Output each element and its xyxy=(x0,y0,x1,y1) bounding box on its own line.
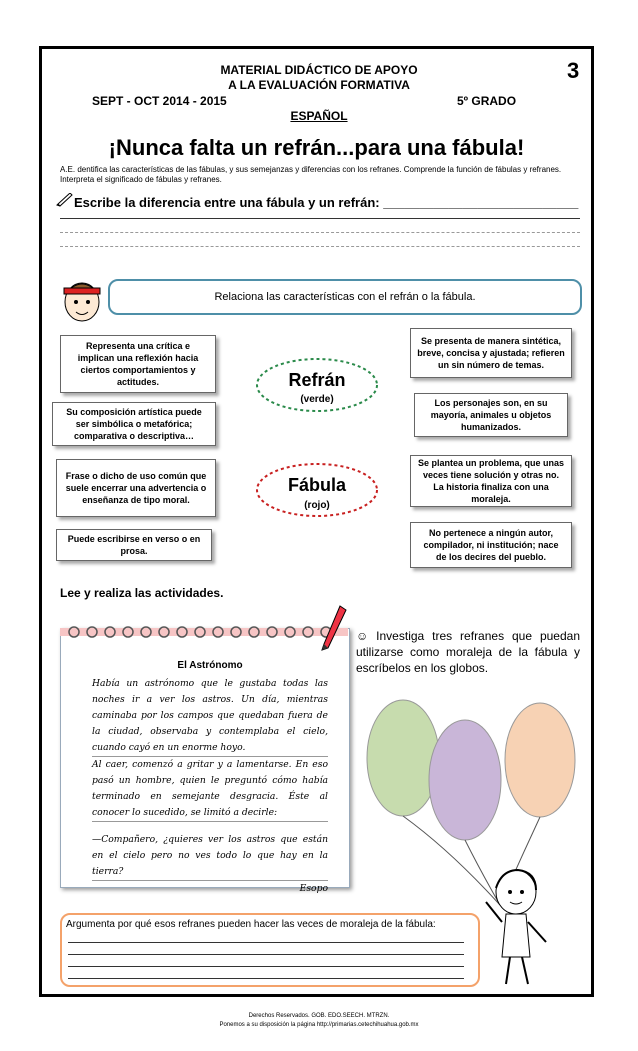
activity-text: ☺ Investiga tres refranes que puedan utilizarse como moraleja de la fábula y escríbelos en los globos. xyxy=(356,629,580,675)
refran-label: Refrán xyxy=(288,370,346,390)
page-number: 3 xyxy=(567,58,580,83)
answer-line[interactable] xyxy=(60,218,580,219)
feature-card[interactable]: Frase o dicho de uso común que suele encerrar una advertencia o enseñanza de tipo moral. xyxy=(56,459,216,517)
pencil-icon xyxy=(318,604,348,654)
story-title: El Astrónomo xyxy=(177,660,243,671)
instruction-text: Escribe la diferencia entre una fábula y un refrán: ___________________________ xyxy=(74,195,579,210)
fabula-label: Fábula xyxy=(287,475,346,495)
footer-line1: Derechos Reservados. GOB. EDO.SEECH. MTRZN. xyxy=(248,1013,390,1019)
feature-card[interactable]: Los personajes son, en su mayoría, animales u objetos humanizados. xyxy=(414,393,568,437)
story-body xyxy=(92,676,328,897)
child-illustration xyxy=(482,862,562,990)
feature-card[interactable]: Representa una crítica e implican una reflexión hacia ciertos comportamientos y actitudes. xyxy=(60,335,216,393)
feature-card[interactable]: Se presenta de manera sintética, breve, concisa y ajustada; refieren un sin número de temas. xyxy=(410,328,572,378)
spiral-binding-icon xyxy=(60,624,348,640)
section-heading: Lee y realiza las actividades. xyxy=(60,586,224,600)
answer-line[interactable] xyxy=(68,978,464,979)
argument-prompt: Argumenta por qué esos refranes pueden hacer las veces de moraleja de la fábula: xyxy=(66,919,436,930)
feature-card[interactable]: No pertenece a ningún autor, compilador, ni institución; nace de los decires del pueblo. xyxy=(410,522,572,568)
ae-text: A.E. dentifica las características de las fábulas, y sus semejanzas y diferencias con los refranes. Comprende la función de fábulas y refranes. Interpreta el significado de fábulas y refranes. xyxy=(60,165,562,184)
feature-card[interactable]: Su composición artística puede ser simbólica o metafórica; comparativa o descriptiva… xyxy=(52,402,216,446)
answer-line[interactable] xyxy=(68,954,464,955)
refran-color: (verde) xyxy=(300,394,334,405)
story-paragraph: Al caer, comenzó a gritar y a lamentarse. En eso pasó un hombre, quien le preguntó cómo había terminado en semejante desgracia. Éste al conocer lo sucedido, se limitó a decirle: xyxy=(92,757,328,822)
header-grade: 5º GRADO xyxy=(457,94,517,108)
answer-line[interactable] xyxy=(60,232,580,233)
fabula-color: (rojo) xyxy=(304,500,330,511)
story-author: Esopo xyxy=(299,883,328,894)
instruction-bubble: Relaciona las características con el refrán o la fábula. xyxy=(108,279,582,315)
story-paragraph: Había un astrónomo que le gustaba todas las noches ir a ver los astros. Un día, mientras caminaba por los campos que quedaban fuera de la ciudad, observaba y contemplaba el cielo, cuando cayó en un enorme hoyo. xyxy=(92,676,328,757)
header-line2: A LA EVALUACIÓN FORMATIVA xyxy=(228,78,410,92)
answer-line[interactable] xyxy=(68,942,464,943)
footer-line2: Ponemos a su disposición la página http://primarias.cetechihuahua.gob.mx xyxy=(219,1022,419,1028)
header-subject: ESPAÑOL xyxy=(290,109,348,123)
child-face-icon xyxy=(56,272,108,332)
header-period: SEPT - OCT 2014 - 2015 xyxy=(92,94,227,108)
feature-card[interactable]: Se plantea un problema, que unas veces tiene solución y otras no. La historia finaliza con una moraleja. xyxy=(410,455,572,507)
story-paragraph: —Compañero, ¿quieres ver los astros que están en el cielo pero no ves todo lo que hay en la tierra? xyxy=(92,832,328,881)
header-line1: MATERIAL DIDÁCTICO DE APOYO xyxy=(220,63,418,77)
answer-line[interactable] xyxy=(60,246,580,247)
page-title: ¡Nunca falta un refrán...para una fábula! xyxy=(108,135,525,160)
answer-line[interactable] xyxy=(68,966,464,967)
feature-card[interactable]: Puede escribirse en verso o en prosa. xyxy=(56,529,212,561)
pencil-icon xyxy=(56,193,74,207)
